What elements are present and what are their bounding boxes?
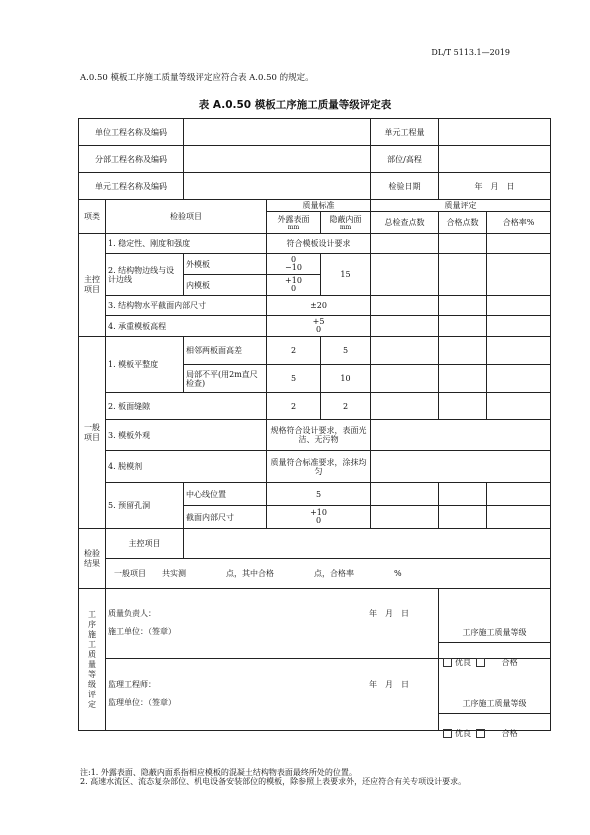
quality-standard-header: 质量标准: [267, 200, 371, 212]
sub-project-label: 分部工程名称及编码: [79, 146, 184, 173]
constructor-label: 施工单位：（签章）: [108, 626, 176, 636]
main-item-2: 2. 结构物边线与设计边线: [106, 254, 184, 296]
main-item-2a-exposed: 0 −10: [267, 254, 321, 275]
inspect-date-label: 检验日期: [371, 173, 439, 200]
constructor-excellent-checkbox[interactable]: [443, 658, 452, 667]
constructor-date: 年 月 日: [369, 608, 409, 618]
result-general-line[interactable]: 一般项目 共实测 点，其中合格 点，合格率 %: [106, 559, 551, 589]
general-item-5a-sub: 中心线位置: [184, 483, 267, 506]
unit-project-value[interactable]: [184, 119, 371, 146]
general-item-5a-total[interactable]: [371, 483, 439, 506]
constructor-grade-title: 工序施工质量等级: [439, 624, 550, 643]
supervisor-excellent-label: 优良: [455, 728, 472, 738]
general-item-2-pass[interactable]: [439, 393, 487, 420]
general-item-1a-sub: 相邻两板面高差: [184, 337, 267, 365]
table-title: 表 A.0.50 模板工序施工质量等级评定表: [198, 99, 392, 111]
exposed-header: 外露表面 mm: [267, 212, 321, 234]
unit-project-label: 单位工程名称及编码: [79, 119, 184, 146]
main-item-1-pass[interactable]: [439, 234, 487, 254]
general-item-5: 5. 预留孔洞: [106, 483, 184, 529]
supervisor-grade-block: [439, 659, 551, 738]
main-item-1: 1. 稳定性、刚度和强度: [106, 234, 267, 254]
main-item-4-total[interactable]: [371, 316, 439, 337]
general-item-4-standard: 质量符合标准要求，涂抹均匀: [267, 451, 371, 483]
general-item-3-assessment[interactable]: [371, 420, 551, 451]
total-points-header: 总检查点数: [371, 212, 439, 234]
category-header: 项类: [79, 200, 106, 234]
sub-project-value[interactable]: [184, 146, 371, 173]
main-item-3-standard: ±20: [267, 296, 371, 316]
unit-element-value[interactable]: [439, 119, 551, 146]
general-item-1b-pass[interactable]: [439, 365, 487, 393]
general-item-2: 2. 板面缝隙: [106, 393, 267, 420]
intro-text: A.0.50 模板工序施工质量等级评定应符合表 A.0.50 的规定。: [80, 73, 314, 83]
document-code: DL/T 5113.1—2019: [431, 48, 510, 57]
constructor-block[interactable]: [106, 589, 439, 659]
main-item-1-standard: 符合模板设计要求: [267, 234, 371, 254]
result-category: 检验结果: [79, 529, 106, 589]
quality-owner-label: 质量负责人：: [108, 608, 156, 618]
general-item-2-total[interactable]: [371, 393, 439, 420]
constructor-qualified-checkbox[interactable]: [476, 658, 485, 667]
supervisor-block[interactable]: [106, 659, 439, 731]
pass-points-header: 合格点数: [439, 212, 487, 234]
main-item-1-total[interactable]: [371, 234, 439, 254]
general-item-2-rate[interactable]: [487, 393, 551, 420]
evaluation-category: 工序施工质量等级评定: [79, 589, 106, 731]
main-item-2-pass[interactable]: [439, 254, 487, 296]
supervisor-date: 年 月 日: [369, 679, 409, 689]
result-main-value[interactable]: [184, 529, 551, 559]
main-item-3-total[interactable]: [371, 296, 439, 316]
quality-evaluation-table: [78, 118, 551, 738]
main-item-1-rate[interactable]: [487, 234, 551, 254]
general-item-1b-total[interactable]: [371, 365, 439, 393]
item-header: 检验项目: [106, 200, 267, 234]
general-item-1a-exposed: 2: [267, 337, 321, 365]
footnote-2: 2. 高速水流区、流态复杂部位、机电设备安装部位的模板，除参照上表要求外，还应符合有关专项设计要求。: [80, 777, 467, 786]
element-project-label: 单元工程名称及编码: [79, 173, 184, 200]
general-item-1b-rate[interactable]: [487, 365, 551, 393]
general-item-5b-total[interactable]: [371, 506, 439, 529]
general-item-1b-exposed: 5: [267, 365, 321, 393]
assessment-header: 质量评定: [371, 200, 551, 212]
main-item-2b-sub: 内模板: [184, 275, 267, 296]
general-item-3-standard: 规格符合设计要求，表面光洁、无污物: [267, 420, 371, 451]
general-items-category: 一般项目: [79, 337, 106, 529]
element-project-value[interactable]: [184, 173, 371, 200]
engineer-label: 监理工程师：: [108, 679, 156, 689]
general-item-1a-total[interactable]: [371, 337, 439, 365]
position-label: 部位/高程: [371, 146, 439, 173]
general-item-5b-standard: +10 0: [267, 506, 371, 529]
supervisor-label: 监理单位：（签章）: [108, 697, 176, 707]
result-main-label: 主控项目: [106, 529, 184, 559]
pass-rate-header: 合格率%: [487, 212, 551, 234]
main-item-4-standard: +5 0: [267, 316, 371, 337]
inspect-date-value[interactable]: 年 月 日: [439, 173, 551, 200]
general-item-2-exposed: 2: [267, 393, 321, 420]
main-items-category: 主控项目: [79, 234, 106, 337]
general-item-1a-hidden: 5: [321, 337, 371, 365]
main-item-2-rate[interactable]: [487, 254, 551, 296]
supervisor-qualified-checkbox[interactable]: [476, 729, 485, 738]
main-item-2-hidden: 15: [321, 254, 371, 296]
general-item-1b-hidden: 10: [321, 365, 371, 393]
footnotes: [80, 768, 466, 786]
general-item-5a-rate[interactable]: [487, 483, 551, 506]
main-item-3-rate[interactable]: [487, 296, 551, 316]
footnote-1: 注:1. 外露表面、隐蔽内面系指相应模板的混凝土结构物表面最终所处的位置。: [80, 768, 357, 777]
general-item-1a-rate[interactable]: [487, 337, 551, 365]
general-item-5b-pass[interactable]: [439, 506, 487, 529]
general-item-3: 3. 模板外观: [106, 420, 267, 451]
unit-element-label: 单元工程量: [371, 119, 439, 146]
general-item-5b-sub: 截面内部尺寸: [184, 506, 267, 529]
main-item-2-total[interactable]: [371, 254, 439, 296]
general-item-4-assessment[interactable]: [371, 451, 551, 483]
main-item-3: 3. 结构物水平截面内部尺寸: [106, 296, 267, 316]
main-item-2a-sub: 外模板: [184, 254, 267, 275]
general-item-1a-pass[interactable]: [439, 337, 487, 365]
main-item-2b-exposed: +10 0: [267, 275, 321, 296]
position-value[interactable]: [439, 146, 551, 173]
constructor-grade-block: [439, 589, 551, 667]
constructor-excellent-label: 优良: [455, 657, 472, 667]
supervisor-qualified-label: 合格: [501, 728, 518, 738]
supervisor-grade-title: 工序施工质量等级: [439, 695, 550, 714]
general-item-4: 4. 脱模剂: [106, 451, 267, 483]
supervisor-excellent-checkbox[interactable]: [443, 729, 452, 738]
hidden-header: 隐蔽内面 mm: [321, 212, 371, 234]
constructor-qualified-label: 合格: [501, 657, 518, 667]
general-item-5a-standard: 5: [267, 483, 371, 506]
general-item-5b-rate[interactable]: [487, 506, 551, 529]
general-item-1b-sub: 局部不平(用2m直尺检查): [184, 365, 267, 393]
general-item-2-hidden: 2: [321, 393, 371, 420]
general-item-5a-pass[interactable]: [439, 483, 487, 506]
main-item-3-pass[interactable]: [439, 296, 487, 316]
main-item-4: 4. 承重模板高程: [106, 316, 267, 337]
general-item-1: 1. 模板平整度: [106, 337, 184, 393]
main-item-4-pass[interactable]: [439, 316, 487, 337]
main-item-4-rate[interactable]: [487, 316, 551, 337]
